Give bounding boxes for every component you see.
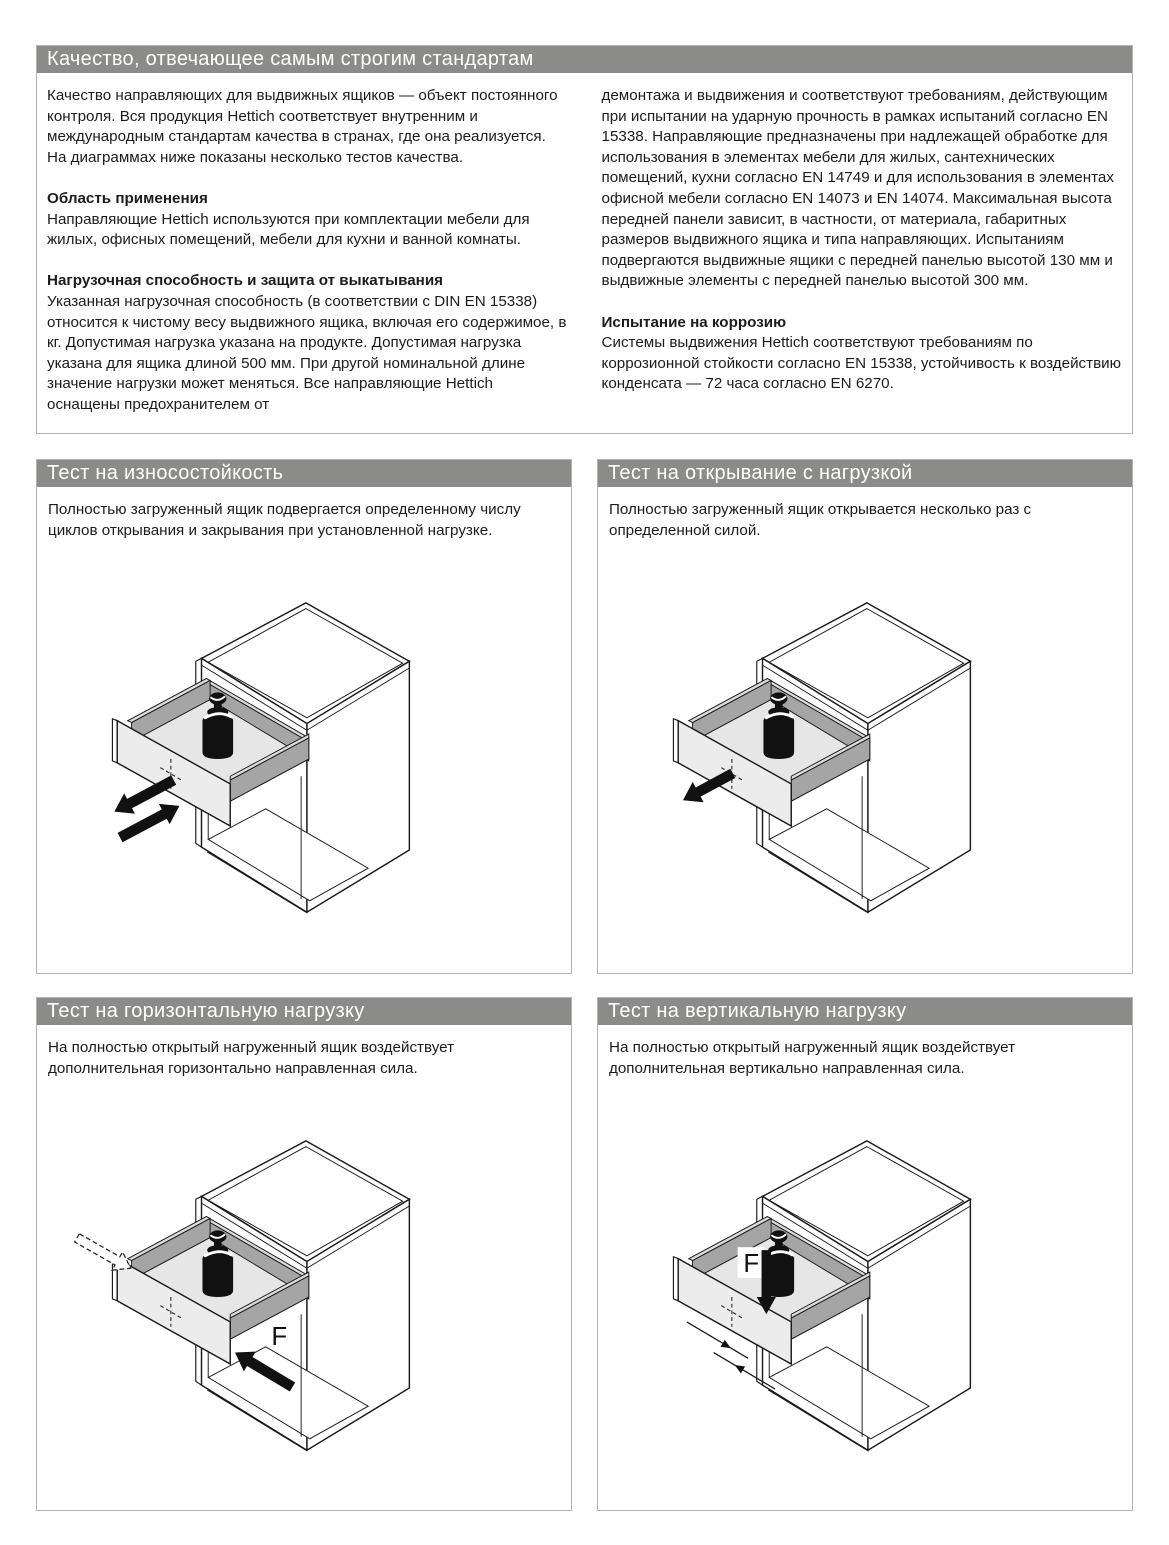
dashed-direction-arrow-icon xyxy=(75,1234,131,1270)
panel-title-vertical-load: Тест на вертикальную нагрузку xyxy=(597,997,1133,1025)
intro-left-column xyxy=(47,86,569,434)
panel-description-vertical-load: На полностью открытый нагруженный ящик воздействует дополнительная вертикально направленная сила. xyxy=(609,1039,1016,1077)
page-title: Качество, отвечающее самым строгим стандартам xyxy=(36,45,1133,73)
force-label: F xyxy=(743,1250,760,1279)
panel-vertical-load-test xyxy=(597,997,1133,1511)
intro-paragraph: Системы выдвижения Hettich соответствуют требованиям по коррозионной стойкости согласно EN 15338, устойчивость к воздействию конденсата — 72 часа согласно EN 6270. xyxy=(601,334,1122,393)
subheading-application-area: Область применения xyxy=(47,189,208,207)
subheading-load-capacity: Нагрузочная способность и защита от выкатывания xyxy=(47,272,444,290)
panel-opening-load-test xyxy=(597,459,1133,974)
intro-columns xyxy=(37,73,1132,434)
intro-section xyxy=(36,45,1133,434)
panel-description-horizontal-load: На полностью открытый нагруженный ящик воздействует дополнительная горизонтально направленная сила. xyxy=(48,1039,455,1077)
panel-description-opening-load: Полностью загруженный ящик открывается несколько раз с определенной силой. xyxy=(609,501,1032,539)
intro-paragraph: демонтажа и выдвижения и соответствуют требованиям, действующим при испытании на ударную прочность в рамках испытаний согласно EN 15338. Направляющие предназначены при надлежащей обработке для использования в элементах мебели для жилых, сантехнических помещений, кухни согласно EN 14749 и для использования в элементах офисной мебели согласно EN 14073 и EN 14074. Максимальная высота передней панели зависит, в частности, от материала, габаритных размеров выдвижного ящика и типа направляющих. Испытаниям подвергаются выдвижные ящики с передней панелью высотой 130 мм и выдвижные элементы с передней панелью высотой 300 мм. xyxy=(601,87,1114,290)
panel-title-opening-load: Тест на открывание с нагрузкой xyxy=(597,459,1133,487)
cabinet-drawing-opening-load-test xyxy=(635,577,1095,941)
panel-title-wear: Тест на износостойкость xyxy=(36,459,572,487)
panel-wear-test xyxy=(36,459,572,974)
cabinet-drawing-wear-test xyxy=(74,577,534,941)
intro-paragraph: Качество направляющих для выдвижных ящиков — объект постоянного контроля. Вся продукция Hettich соответствует внутренним и международным стандартам качества в странах, где она реализуется. На диаграммах ниже показаны несколько тестов качества. xyxy=(47,87,558,166)
cabinet-drawing-vertical-load-test xyxy=(635,1115,1095,1479)
intro-paragraph: Направляющие Hettich используются при комплектации мебели для жилых, офисных помещений, мебели для кухни и ванной комнаты. xyxy=(47,210,530,249)
intro-paragraph: Указанная нагрузочная способность (в соответствии с DIN EN 15338) относится к чистому весу выдвижного ящика, включая его содержимое, в кг. Допустимая нагрузка указана на продукте. Допустимая нагрузка указана для ящика длиной 500 мм. При другой номинальной длине значение нагрузки может меняться. Все направляющие Hettich оснащены предохранителем от xyxy=(47,292,567,413)
panel-description-wear: Полностью загруженный ящик подвергается определенному числу циклов открывания и закрывания при установленной нагрузке. xyxy=(48,501,521,539)
subheading-corrosion-test: Испытание на коррозию xyxy=(601,313,787,331)
force-label: F xyxy=(271,1323,288,1352)
intro-right-column xyxy=(602,86,1124,434)
cabinet-drawing-horizontal-load-test xyxy=(74,1115,534,1479)
panel-horizontal-load-test xyxy=(36,997,572,1511)
panel-title-horizontal-load: Тест на горизонтальную нагрузку xyxy=(36,997,572,1025)
open-close-arrows-icon xyxy=(114,776,179,843)
